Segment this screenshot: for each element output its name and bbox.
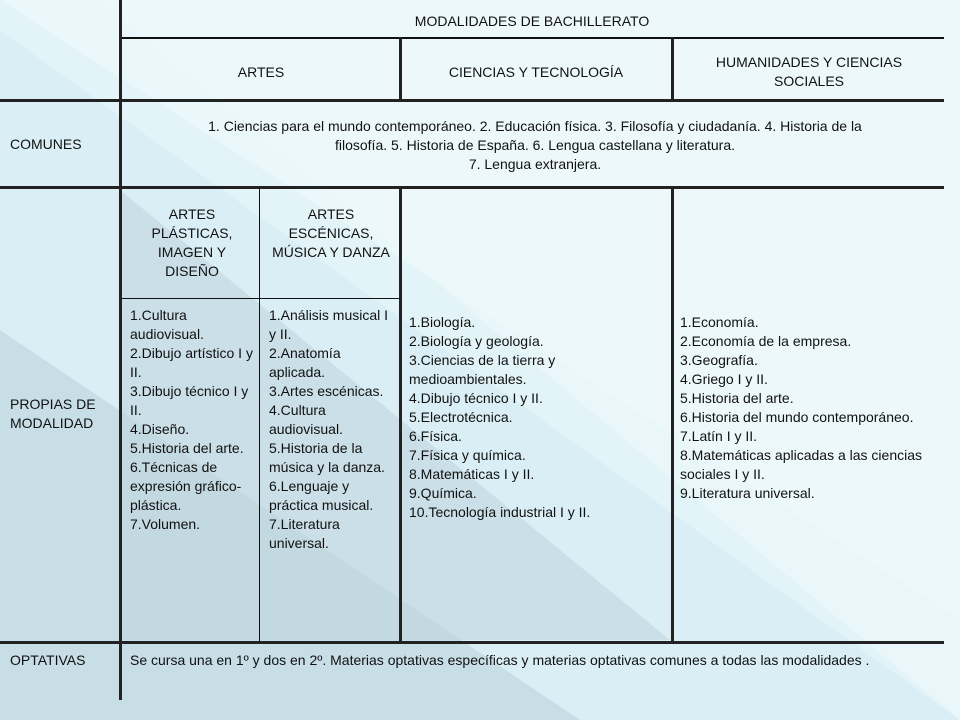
- list-item: 6.Técnicas de expresión gráfico-plástica.: [130, 459, 242, 513]
- list-item: 1.Economía.: [680, 314, 759, 330]
- grid-line: [120, 37, 944, 39]
- list-item: 4.Diseño.: [130, 421, 190, 437]
- list-item: 5.Electrotécnica.: [409, 409, 513, 425]
- list-item: 7.Latín I y II.: [680, 428, 758, 444]
- grid-line: [399, 188, 402, 642]
- list-item: 5.Historia del arte.: [130, 440, 244, 456]
- list-item: 3.Ciencias de la tierra y medioambientales.: [409, 352, 556, 387]
- grid-line: [671, 188, 674, 642]
- grid-line: [259, 188, 260, 642]
- list-item: 2.Dibujo artístico I y II.: [130, 345, 253, 380]
- row-label-comunes: COMUNES: [10, 136, 82, 152]
- grid-line: [0, 641, 944, 644]
- list-item: 5.Historia del arte.: [680, 390, 794, 406]
- list-item: 3.Dibujo técnico I y II.: [130, 383, 249, 418]
- grid-line: [671, 37, 674, 101]
- list-humanidades: [680, 313, 942, 503]
- list-item: 9.Literatura universal.: [680, 485, 815, 501]
- list-item: 2.Biología y geología.: [409, 333, 544, 349]
- list-item: 6.Historia del mundo contemporáneo.: [680, 409, 914, 425]
- list-item: 8.Matemáticas aplicadas a las ciencias sociales I y II.: [680, 447, 923, 482]
- list-item: 8.Matemáticas I y II.: [409, 466, 535, 482]
- comunes-text: 1. Ciencias para el mundo contemporáneo. 2. Educación física. 3. Filosofía y ciudadanía. 4. Historia de la filosofía. 5. Historia de España. 6. Lengua castellana y literatura. 7. Lengua extranjera.: [208, 118, 862, 172]
- grid-line: [0, 99, 944, 102]
- list-item: 3.Geografía.: [680, 352, 758, 368]
- grid-line: [399, 37, 402, 101]
- list-item: 2.Anatomía aplicada.: [269, 345, 341, 380]
- list-artes-plasticas: [130, 306, 258, 534]
- list-item: 3.Artes escénicas.: [269, 383, 384, 399]
- list-item: 7.Literatura universal.: [269, 516, 340, 551]
- list-item: 7.Volumen.: [130, 516, 201, 532]
- column-header-humanidades: HUMANIDADES Y CIENCIAS SOCIALES: [715, 54, 903, 89]
- grid-line: [0, 186, 944, 189]
- optativas-text: Se cursa una en 1º y dos en 2º. Materias optativas específicas y materias optativas comunes a todas las modalidades .: [130, 652, 870, 668]
- list-item: 9.Química.: [409, 485, 477, 501]
- list-item: 1.Análisis musical I y II.: [269, 307, 389, 342]
- subheader-artes-escenicas: ARTES ESCÉNICAS, MÚSICA Y DANZA: [272, 206, 390, 260]
- list-item: 4.Cultura audiovisual.: [269, 402, 343, 437]
- column-header-artes: ARTES: [237, 64, 285, 80]
- column-header-ciencias: CIENCIAS Y TECNOLOGÍA: [448, 64, 624, 80]
- grid-line: [120, 298, 400, 299]
- list-item: 1.Biología.: [409, 314, 476, 330]
- row-label-optativas: OPTATIVAS: [10, 652, 86, 668]
- list-item: 2.Economía de la empresa.: [680, 333, 852, 349]
- list-item: 4.Griego I y II.: [680, 371, 768, 387]
- grid-line: [119, 0, 122, 700]
- list-artes-escenicas: [269, 306, 397, 553]
- list-item: 1.Cultura audiovisual.: [130, 307, 204, 342]
- list-item: 4.Dibujo técnico I y II.: [409, 390, 543, 406]
- subheader-artes-plasticas: ARTES PLÁSTICAS, IMAGEN Y DISEÑO: [151, 206, 233, 279]
- list-item: 6.Lenguaje y práctica musical.: [269, 478, 374, 513]
- row-label-propias: PROPIAS DE MODALIDAD: [10, 396, 96, 431]
- list-item: 7.Física y química.: [409, 447, 526, 463]
- table-title: MODALIDADES DE BACHILLERATO: [414, 13, 650, 29]
- list-item: 5.Historia de la música y la danza.: [269, 440, 385, 475]
- list-ciencias: [409, 313, 669, 522]
- list-item: 6.Física.: [409, 428, 462, 444]
- list-item: 10.Tecnología industrial I y II.: [409, 504, 591, 520]
